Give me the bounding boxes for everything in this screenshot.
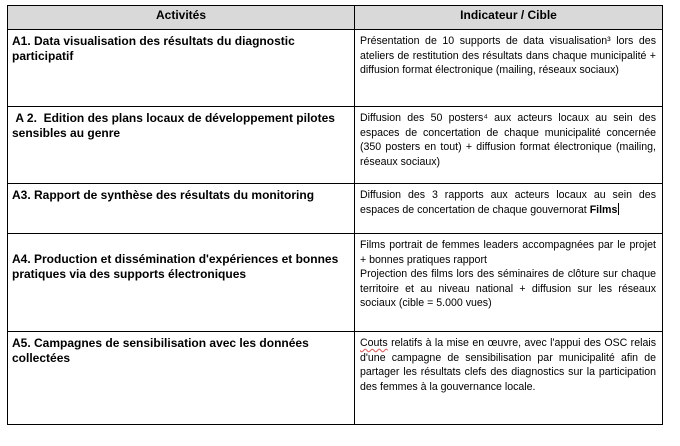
indicator-text: Diffusion des 3 rapports aux acteurs locaux au sein des espaces de concertation de chaque gouvernorat [360, 189, 656, 216]
indicator-cell [355, 332, 663, 425]
indicator-line: Films portrait de femmes leaders accompagnées par le projet + bonnes pratiques rapport [360, 239, 656, 266]
activity-cell: A5. Campagnes de sensibilisation avec les données collectées [8, 332, 355, 425]
indicator-cell [355, 184, 663, 234]
activities-table [7, 5, 663, 425]
activity-cell: A1. Data visualisation des résultats du diagnostic participatif [8, 30, 355, 107]
table-row [8, 234, 663, 332]
table-row [8, 107, 663, 184]
activity-cell: A 2. Edition des plans locaux de développement pilotes sensibles au genre [8, 107, 355, 184]
table-header-row [8, 6, 663, 30]
header-activites: Activités [8, 6, 355, 30]
activity-cell: A3. Rapport de synthèse des résultats du monitoring [8, 184, 355, 234]
text-cursor [618, 203, 619, 215]
table-row [8, 184, 663, 234]
indicator-text: relatifs à la mise en œuvre, avec l'appui des OSC relais d'une campagne de sensibilisation par municipalité afin de partager les résultats clefs des diagnostics sur la participation des femmes à la gouvernance locale. [360, 337, 656, 393]
table-row [8, 332, 663, 425]
spellcheck-word: Couts [360, 337, 388, 349]
header-indicateur: Indicateur / Cible [355, 6, 663, 30]
indicator-cell: Diffusion des 50 posters⁴ aux acteurs locaux au sein des espaces de concertation de chaque municipalité concernée (350 posters en tout) + diffusion format électronique (mailing, réseaux sociaux) [355, 107, 663, 184]
table-row [8, 30, 663, 107]
indicator-line: Projection des films lors des séminaires de clôture sur chaque territoire et au niveau national + diffusion sur les réseaux sociaux (cible = 5.000 vues) [360, 268, 656, 310]
indicator-cell: Présentation de 10 supports de data visualisation³ lors des ateliers de restitution des résultats dans chaque municipalité + diffusion format électronique (mailing, réseaux sociaux) [355, 30, 663, 107]
activity-cell: A4. Production et dissémination d'expériences et bonnes pratiques via des supports électroniques [8, 234, 355, 332]
indicator-cell [355, 234, 663, 332]
indicator-bold-text: Films [589, 203, 618, 216]
